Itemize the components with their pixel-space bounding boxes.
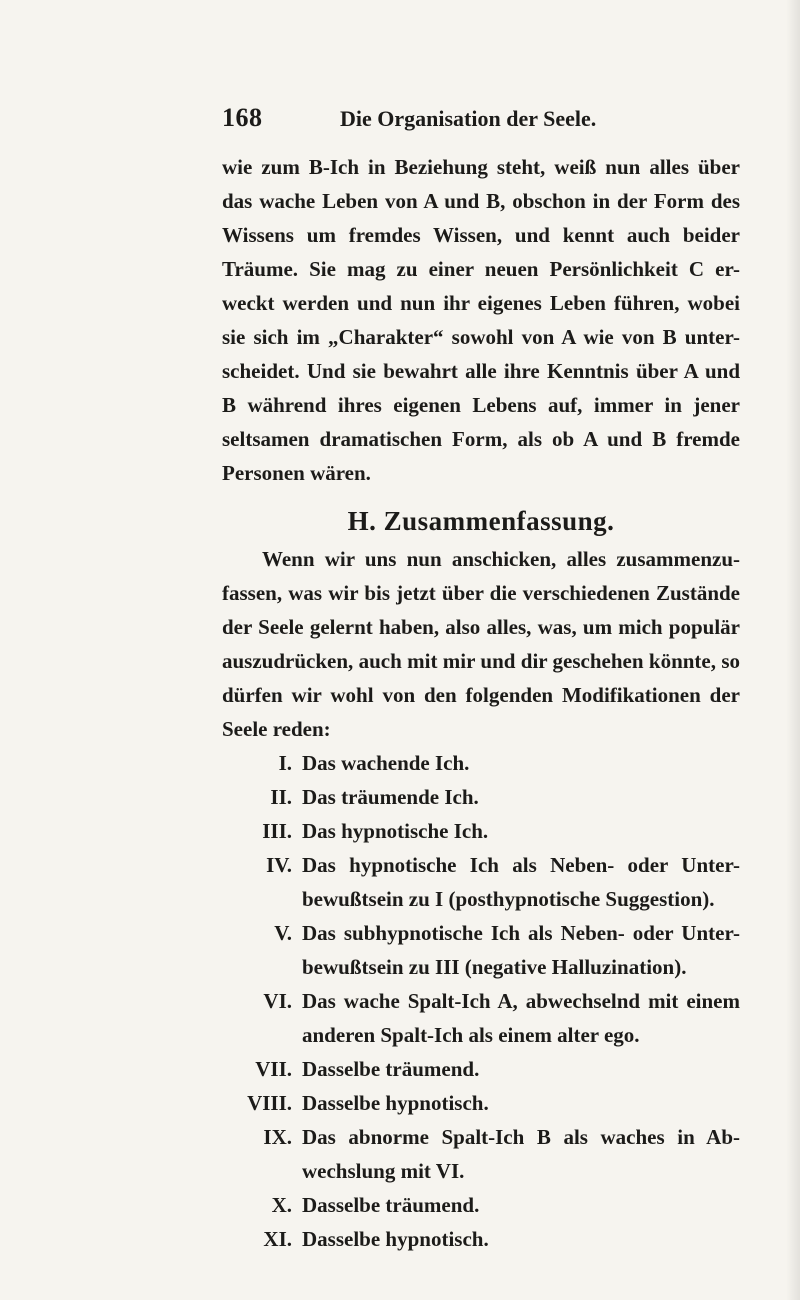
paragraph-2 bbox=[222, 542, 740, 746]
text-line: Personen wären. bbox=[222, 461, 371, 485]
list-text: Das wachende Ich. bbox=[302, 751, 470, 775]
list-item bbox=[222, 814, 740, 848]
list-number: IV. bbox=[266, 853, 292, 877]
list-number: I. bbox=[278, 751, 292, 775]
text-line: Seele reden: bbox=[222, 717, 331, 741]
list-item bbox=[222, 1188, 740, 1222]
text-line: Träume. Sie mag zu einer neuen Persönlichkeit C er- bbox=[222, 257, 740, 281]
text-line: B während ihres eigenen Lebens auf, immer in jener bbox=[222, 393, 740, 417]
text-line: wie zum B-Ich in Beziehung steht, weiß nun alles über bbox=[222, 155, 740, 179]
list-number: II. bbox=[270, 785, 292, 809]
list-number: XI. bbox=[263, 1227, 292, 1251]
text-block bbox=[222, 150, 740, 1256]
page-header bbox=[222, 103, 762, 143]
list-text: Das hypnotische Ich. bbox=[302, 819, 489, 843]
list-text: Dasselbe hypnotisch. bbox=[302, 1227, 489, 1251]
list-number: VII. bbox=[255, 1057, 292, 1081]
paragraph-1 bbox=[222, 150, 740, 490]
text-line: Wenn wir uns nun anschicken, alles zusammenzu- bbox=[262, 547, 740, 571]
list-text: Das wache Spalt-Ich A, abwechselnd mit einem bbox=[302, 989, 740, 1013]
list-text: Dasselbe träumend. bbox=[302, 1193, 480, 1217]
list-text: Das träumende Ich. bbox=[302, 785, 479, 809]
list-item bbox=[222, 848, 740, 916]
text-line: Wissens um fremdes Wissen, und kennt auch beider bbox=[222, 223, 740, 247]
list-text: wechslung mit VI. bbox=[302, 1159, 465, 1183]
list-text: Das abnorme Spalt-Ich B als waches in Ab- bbox=[302, 1125, 740, 1149]
list-item bbox=[222, 1222, 740, 1256]
list-item bbox=[222, 916, 740, 984]
running-head: Die Organisation der Seele. bbox=[340, 106, 597, 131]
text-line: seltsamen dramatischen Form, als ob A und B fremde bbox=[222, 427, 740, 451]
list-item bbox=[222, 1086, 740, 1120]
modification-list bbox=[222, 746, 740, 1256]
text-line: fassen, was wir bis jetzt über die verschiedenen Zustände bbox=[222, 581, 740, 605]
text-line: scheidet. Und sie bewahrt alle ihre Kenntnis über A und bbox=[222, 359, 740, 383]
section-heading: H. Zusammenfassung. bbox=[347, 506, 615, 536]
page-number: 168 bbox=[222, 103, 263, 132]
list-text: Das subhypnotische Ich als Neben- oder Unter- bbox=[302, 921, 740, 945]
text-line: dürfen wir wohl von den folgenden Modifikationen der bbox=[222, 683, 740, 707]
page-edge-shadow bbox=[786, 0, 800, 1300]
text-line: weckt werden und nun ihr eigenes Leben führen, wobei bbox=[222, 291, 740, 315]
text-line: das wache Leben von A und B, obschon in der Form des bbox=[222, 189, 740, 213]
list-text: bewußtsein zu I (posthypnotische Suggestion). bbox=[302, 887, 715, 911]
list-item bbox=[222, 780, 740, 814]
list-number: IX. bbox=[263, 1125, 292, 1149]
list-text: bewußtsein zu III (negative Halluzination). bbox=[302, 955, 687, 979]
list-number: VIII. bbox=[247, 1091, 292, 1115]
list-text: anderen Spalt-Ich als einem alter ego. bbox=[302, 1023, 640, 1047]
list-number: X. bbox=[271, 1193, 292, 1217]
list-item bbox=[222, 746, 740, 780]
list-item bbox=[222, 1052, 740, 1086]
text-line: auszudrücken, auch mit mir und dir geschehen könnte, so bbox=[222, 649, 740, 673]
list-number: VI. bbox=[263, 989, 292, 1013]
text-line: sie sich im „Charakter“ sowohl von A wie von B unter- bbox=[222, 325, 740, 349]
list-text: Das hypnotische Ich als Neben- oder Unter- bbox=[302, 853, 740, 877]
list-item bbox=[222, 984, 740, 1052]
text-line: der Seele gelernt haben, also alles, was, um mich populär bbox=[222, 615, 740, 639]
list-text: Dasselbe träumend. bbox=[302, 1057, 480, 1081]
list-number: III. bbox=[262, 819, 292, 843]
list-item bbox=[222, 1120, 740, 1188]
list-text: Dasselbe hypnotisch. bbox=[302, 1091, 489, 1115]
list-number: V. bbox=[274, 921, 292, 945]
